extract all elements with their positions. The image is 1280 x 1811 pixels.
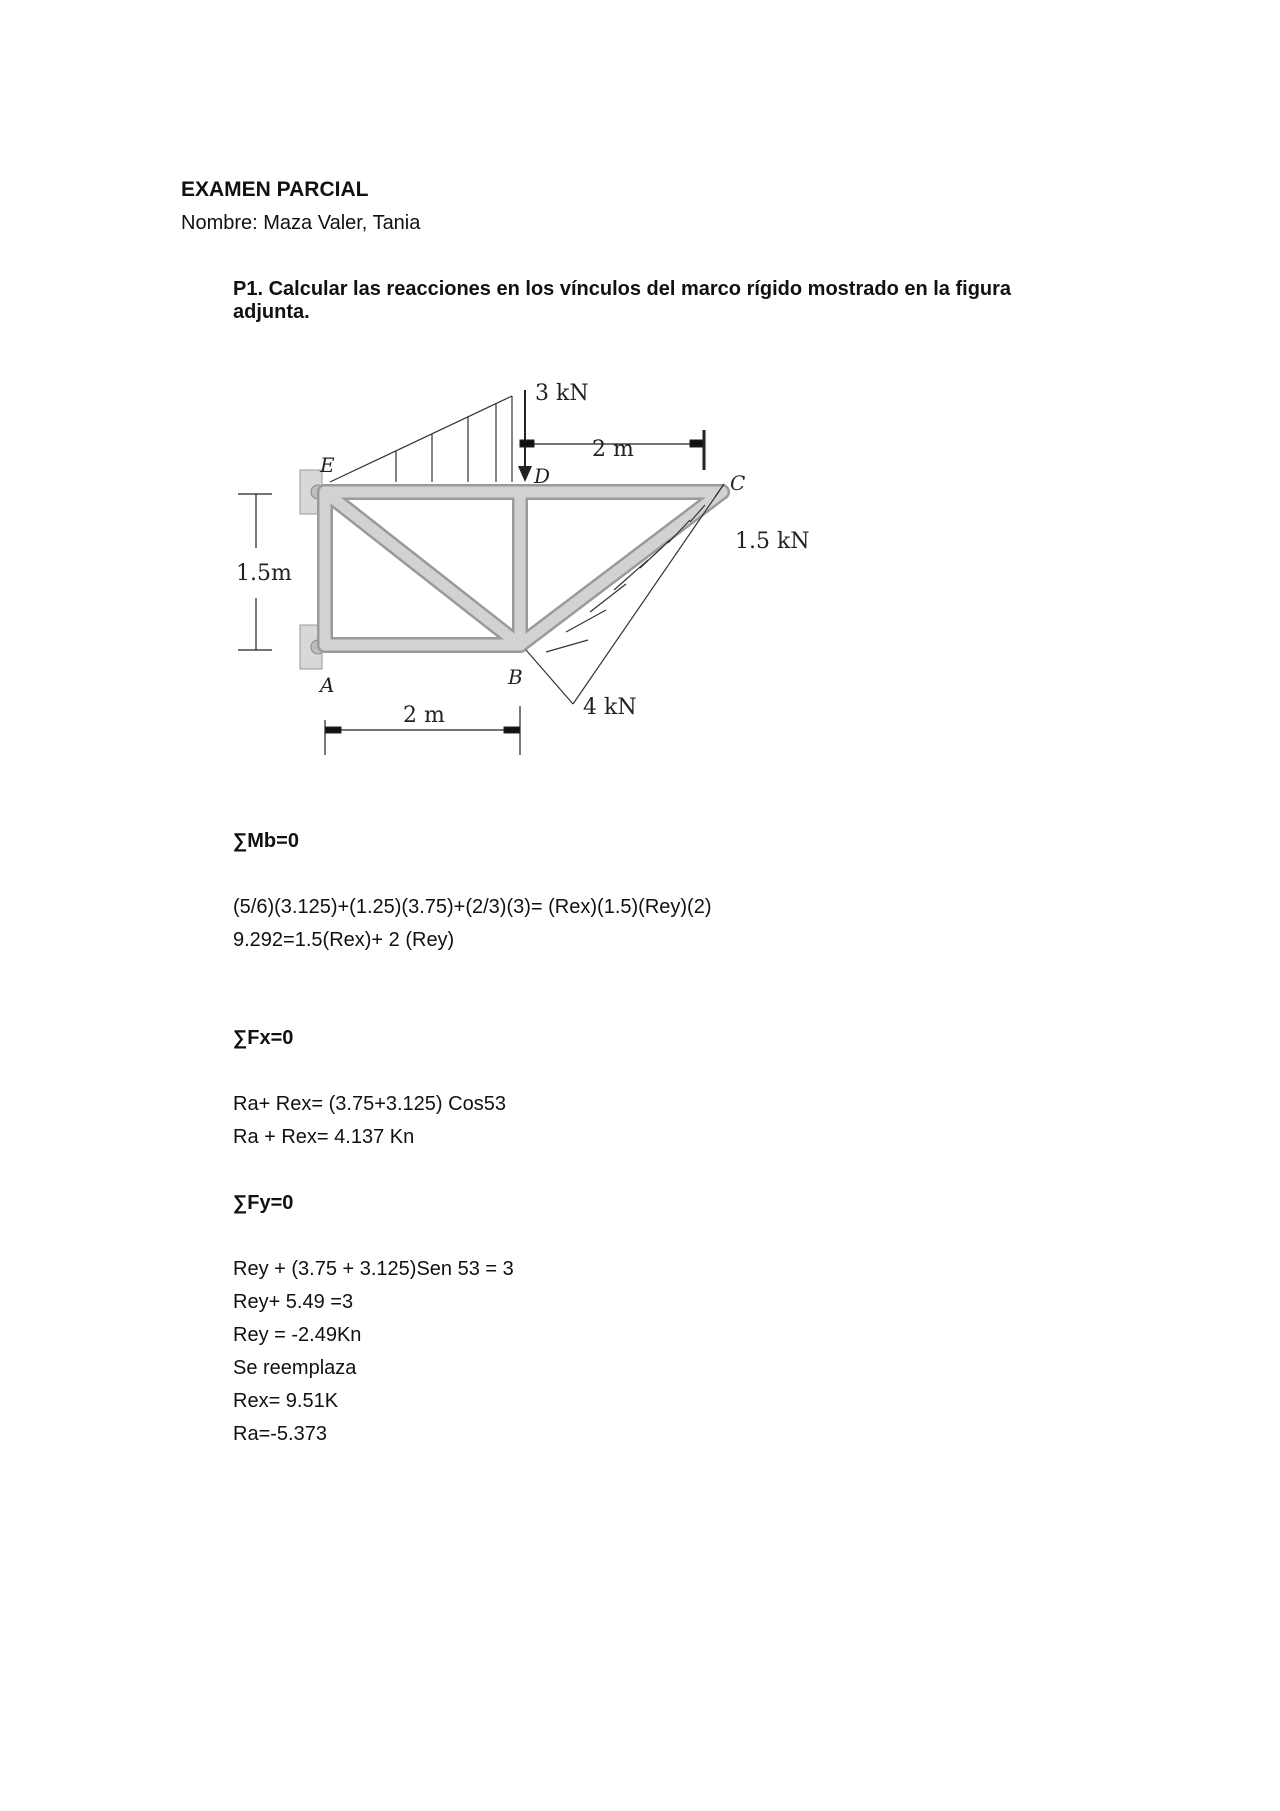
equation-line: 9.292=1.5(Rex)+ 2 (Rey) xyxy=(233,929,455,951)
label-1-5kn: 1.5 kN xyxy=(735,529,810,554)
label-a: A xyxy=(320,673,335,697)
frame-figure xyxy=(215,372,835,772)
equation-line: Ra + Rex= 4.137 Kn xyxy=(233,1126,415,1148)
label-b: B xyxy=(508,665,523,689)
label-d: D xyxy=(534,464,551,488)
label-e: E xyxy=(320,453,335,477)
label-3kn: 3 kN xyxy=(535,381,589,406)
point-load-d xyxy=(518,390,532,482)
label-dim-height: 1.5m xyxy=(236,561,292,586)
label-c: C xyxy=(730,471,746,495)
problem-statement: P1. Calcular las reacciones en los vínculos del marco rígido mostrado en la figura adjunta. xyxy=(233,278,1012,323)
equation-line: Rey+ 5.49 =3 xyxy=(233,1291,354,1313)
equation-line: Ra=-5.373 xyxy=(233,1423,327,1445)
equation-line: Rex= 9.51K xyxy=(233,1390,339,1412)
exam-title: EXAMEN PARCIAL xyxy=(181,178,369,201)
heading-fx: ∑Fx=0 xyxy=(233,1027,294,1049)
label-dim-bottom: 2 m xyxy=(403,703,445,728)
equation-line: Rey + (3.75 + 3.125)Sen 53 = 3 xyxy=(233,1258,514,1280)
equation-line: Se reemplaza xyxy=(233,1357,357,1379)
distributed-load-top xyxy=(330,396,512,482)
heading-fy: ∑Fy=0 xyxy=(233,1192,294,1214)
label-dim-top: 2 m xyxy=(592,437,634,462)
equation-line: Ra+ Rex= (3.75+3.125) Cos53 xyxy=(233,1093,506,1115)
equation-line: (5/6)(3.125)+(1.25)(3.75)+(2/3)(3)= (Rex)(1.5)(Rey)(2) xyxy=(233,896,712,918)
frame-diagram xyxy=(215,372,835,772)
equation-line: Rey = -2.49Kn xyxy=(233,1324,362,1346)
student-name: Nombre: Maza Valer, Tania xyxy=(181,212,421,234)
label-4kn: 4 kN xyxy=(583,695,637,720)
heading-mb: ∑Mb=0 xyxy=(233,830,299,852)
frame-members xyxy=(325,492,722,645)
distributed-load-diagonal xyxy=(526,484,724,704)
